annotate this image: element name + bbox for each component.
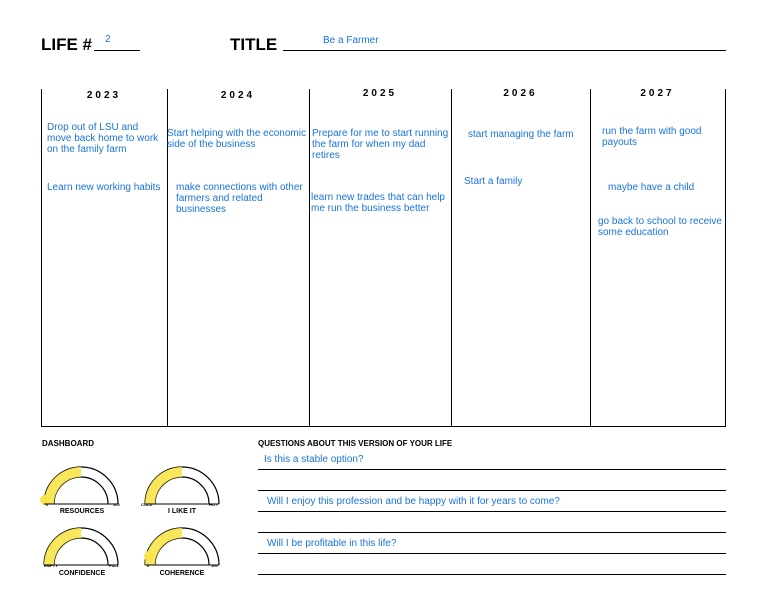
answer-line	[258, 574, 726, 575]
gauge-min-label: COLD	[141, 502, 153, 507]
answer-line	[258, 490, 726, 491]
answer-line	[258, 532, 726, 533]
year-header-2025: 2025	[362, 88, 398, 99]
life-number-label: LIFE #	[41, 35, 93, 54]
life-number-underline	[94, 50, 140, 51]
coherence-label: COHERENCE	[159, 570, 205, 577]
resources-label: RESOURCES	[59, 508, 105, 515]
year-header-2026: 2026	[503, 88, 538, 99]
title-value[interactable]: Be a Farmer	[323, 35, 379, 46]
column-divider	[41, 89, 42, 426]
timeline-entry[interactable]: Start a family	[464, 176, 523, 187]
i-like-it-label: I LIKE IT	[168, 508, 196, 515]
resources-gauge[interactable]	[36, 460, 126, 508]
gauge-min-label: 0	[46, 502, 49, 507]
gauge-max-label: FULL	[109, 563, 120, 568]
timeline-entry[interactable]: start managing the farm	[468, 129, 574, 140]
grid-bottom-line	[41, 426, 726, 427]
timeline-entry[interactable]: Drop out of LSU and move back home to work on the family farm	[47, 122, 159, 155]
timeline-entry[interactable]: Prepare for me to start running the farm for when my dad retires	[312, 128, 449, 161]
timeline-entry[interactable]: Start helping with the economic side of the business	[167, 128, 306, 150]
dashboard-title: DASHBOARD	[42, 439, 94, 448]
column-divider	[309, 89, 310, 426]
answer-line	[258, 511, 726, 512]
year-header-2023: 2023	[86, 90, 122, 101]
question-item[interactable]: Is this a stable option?	[264, 454, 364, 465]
timeline-entry[interactable]: run the farm with good payouts	[602, 126, 702, 148]
confidence-gauge[interactable]	[36, 521, 126, 569]
timeline-entry[interactable]: make connections with other farmers and related businesses	[176, 182, 303, 215]
year-header-2024: 2024	[220, 90, 256, 101]
answer-line	[258, 469, 726, 470]
i-like-it-gauge[interactable]	[137, 460, 227, 508]
column-divider	[590, 89, 591, 426]
timeline-entry[interactable]: learn new trades that can help me run the business better	[311, 192, 445, 214]
questions-title: QUESTIONS ABOUT THIS VERSION OF YOUR LIFE	[258, 439, 453, 448]
life-number-value[interactable]: 2	[105, 34, 111, 45]
gauge-max-label: 100	[113, 502, 120, 507]
question-item[interactable]: Will I enjoy this profession and be happy with it for years to come?	[267, 496, 560, 507]
column-divider	[725, 89, 726, 426]
timeline-entry[interactable]: Learn new working habits	[47, 182, 161, 193]
answer-line	[258, 553, 726, 554]
gauge-min-label: EMPTY	[44, 563, 58, 568]
year-header-2027: 2027	[640, 88, 675, 99]
timeline-entry[interactable]: maybe have a child	[608, 182, 695, 193]
gauge-max-label: HOT	[209, 502, 218, 507]
coherence-gauge[interactable]	[137, 521, 227, 569]
gauge-max-label: 100	[211, 563, 218, 568]
gauge-min-label: 0	[147, 563, 150, 568]
confidence-label: CONFIDENCE	[58, 570, 106, 577]
column-divider	[451, 89, 452, 426]
question-item[interactable]: Will I be profitable in this life?	[267, 538, 397, 549]
timeline-entry[interactable]: go back to school to receive some education	[598, 216, 722, 238]
title-underline	[283, 50, 726, 51]
title-label: TITLE	[230, 35, 278, 54]
